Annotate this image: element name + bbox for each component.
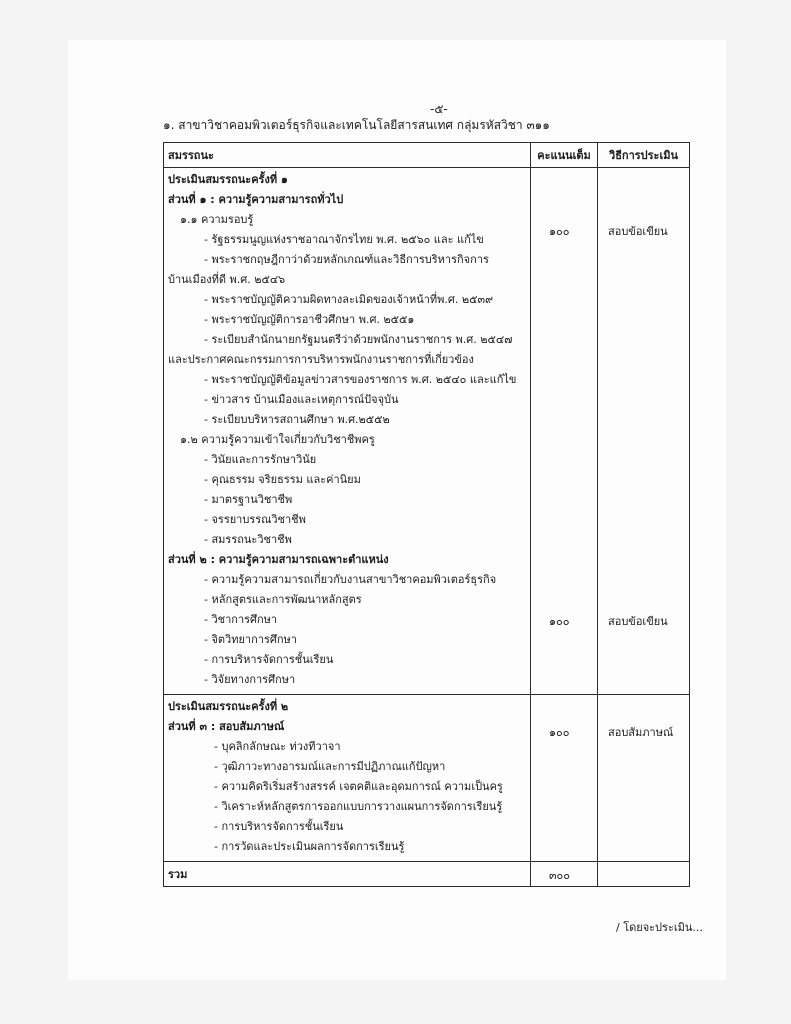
part2-score: ๑๐๐ <box>549 615 570 628</box>
sub2-title: ๑.๒ ความรู้ความเข้าใจเกี่ยวกับวิชาชีพครู <box>180 433 375 446</box>
list-item: - สมรรถนะวิชาชีพ <box>204 533 292 546</box>
part1-title: ส่วนที่ ๑ : ความรู้ความสามารถทั่วไป <box>168 193 344 206</box>
part3-score: ๑๐๐ <box>549 726 570 739</box>
round1-title: ประเมินสมรรถนะครั้งที่ ๑ <box>168 173 288 186</box>
list-item: - พระราชกฤษฎีกาว่าด้วยหลักเกณฑ์และวิธีการบริหารกิจการ <box>204 253 489 266</box>
part1-score: ๑๐๐ <box>549 225 570 238</box>
list-item: - การบริหารจัดการชั้นเรียน <box>204 653 334 666</box>
list-item: - วิจัยทางการศึกษา <box>204 673 296 686</box>
list-item: - รัฐธรรมนูญแห่งราชอาณาจักรไทย พ.ศ. ๒๕๖๐ และ แก้ไข <box>204 233 484 246</box>
list-item: - จิตวิทยาการศึกษา <box>204 633 297 646</box>
round1-method-cell <box>598 168 690 695</box>
part3-title: ส่วนที่ ๓ : สอบสัมภาษณ์ <box>168 720 285 733</box>
list-item: - หลักสูตรและการพัฒนาหลักสูตร <box>204 593 362 606</box>
list-item: - พระราชบัญญัติข้อมูลข่าวสารของราชการ พ.ศ. ๒๕๔๐ และแก้ไข <box>204 373 517 386</box>
list-item: - ระเบียบบริหารสถานศึกษา พ.ศ.๒๕๕๒ <box>204 413 390 426</box>
list-item: - การวัดและประเมินผลการจัดการเรียนรู้ <box>214 840 405 853</box>
list-item: - พระราชบัญญัติการอาชีวศึกษา พ.ศ. ๒๕๕๑ <box>204 313 415 326</box>
list-item: - วิชาการศึกษา <box>204 613 278 626</box>
list-item: - จรรยาบรรณวิชาชีพ <box>204 513 306 526</box>
round1-score-cell <box>531 168 598 695</box>
round2-competency-cell <box>164 695 531 862</box>
competency-table <box>163 142 690 887</box>
part1-method: สอบข้อเขียน <box>608 225 668 238</box>
header-method: วิธีการประเมิน <box>598 143 690 168</box>
continuation-note: / โดยจะประเมิน... <box>616 921 703 934</box>
list-item: - ความรู้ความสามารถเกี่ยวกับงานสาขาวิชาคอมพิวเตอร์ธุรกิจ <box>204 573 497 586</box>
header-competency: สมรรถนะ <box>164 143 531 168</box>
list-item: - มาตรฐานวิชาชีพ <box>204 493 293 506</box>
round2-row <box>164 695 690 862</box>
total-label: รวม <box>164 862 531 887</box>
list-item: - วุฒิภาวะทางอารมณ์และการมีปฏิภาณแก้ปัญหา <box>214 760 446 773</box>
part3-method: สอบสัมภาษณ์ <box>608 726 674 739</box>
part2-title: ส่วนที่ ๒ : ความรู้ความสามารถเฉพาะตำแหน่ง <box>168 553 389 566</box>
sub1-title: ๑.๑ ความรอบรู้ <box>180 213 254 226</box>
round1-row <box>164 168 690 695</box>
table-header-row <box>164 143 690 168</box>
header-full-score: คะแนนเต็ม <box>531 143 598 168</box>
list-item: และประกาศคณะกรรมการการบริหารพนักงานราชการที่เกี่ยวข้อง <box>168 353 474 366</box>
part2-method: สอบข้อเขียน <box>608 615 668 628</box>
list-item: - ระเบียบสำนักนายกรัฐมนตรีว่าด้วยพนักงานราชการ พ.ศ. ๒๕๔๗ <box>204 333 513 346</box>
round2-score-cell <box>531 695 598 862</box>
list-item: - การบริหารจัดการชั้นเรียน <box>214 820 344 833</box>
page-number: -๕- <box>430 102 448 116</box>
round1-competency-cell <box>164 168 531 695</box>
total-score-cell <box>531 862 598 887</box>
total-method-cell <box>598 862 690 887</box>
list-item: - ข่าวสาร บ้านเมืองและเหตุการณ์ปัจจุบัน <box>204 393 399 406</box>
total-score: ๓๐๐ <box>549 869 570 882</box>
total-row <box>164 862 690 887</box>
list-item: - พระราชบัญญัติความผิดทางละเมิดของเจ้าหน้าที่พ.ศ. ๒๕๓๙ <box>204 293 494 306</box>
list-item: - บุคลิกลักษณะ ท่วงทีวาจา <box>214 740 341 753</box>
list-item: - วิเคราะห์หลักสูตรการออกแบบการวางแผนการจัดการเรียนรู้ <box>214 800 503 813</box>
round2-title: ประเมินสมรรถนะครั้งที่ ๒ <box>168 700 289 713</box>
round2-method-cell <box>598 695 690 862</box>
list-item: บ้านเมืองที่ดี พ.ศ. ๒๕๔๖ <box>168 273 286 286</box>
list-item: - คุณธรรม จริยธรรม และค่านิยม <box>204 473 361 486</box>
list-item: - ความคิดริเริ่มสร้างสรรค์ เจตคติและอุดมการณ์ ความเป็นครู <box>214 780 503 793</box>
section-heading: ๑. สาขาวิชาคอมพิวเตอร์ธุรกิจและเทคโนโลยีสารสนเทศ กลุ่มรหัสวิชา ๓๑๑ <box>163 118 550 132</box>
list-item: - วินัยและการรักษาวินัย <box>204 453 317 466</box>
